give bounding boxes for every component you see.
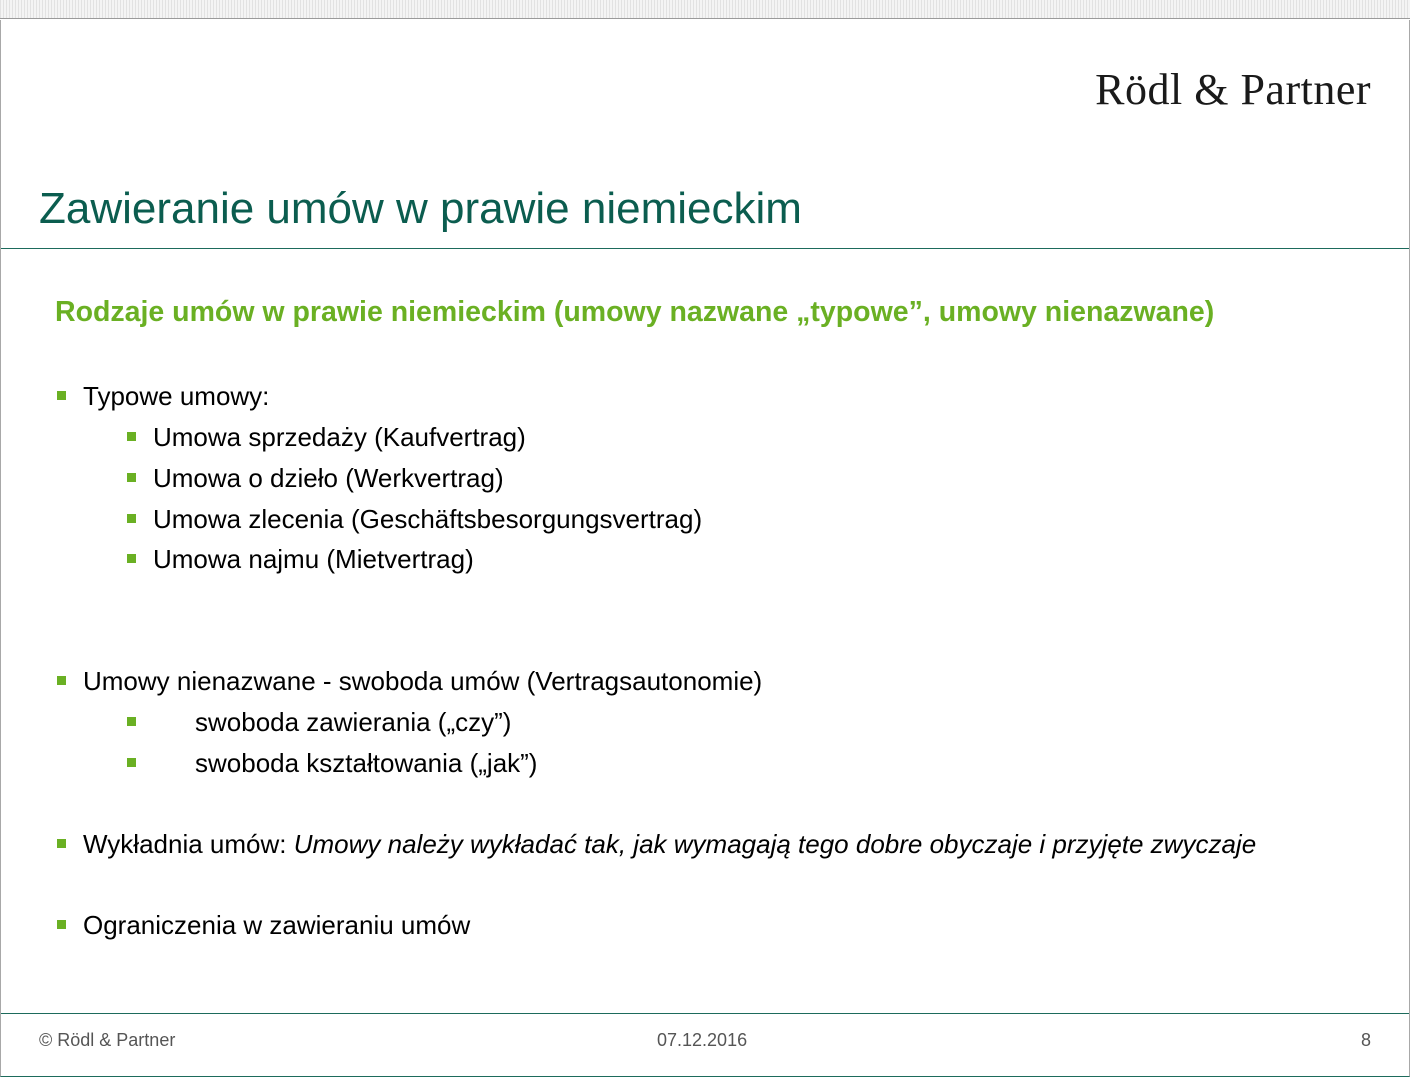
- square-bullet-icon: [127, 554, 136, 563]
- slide: [0, 20, 1410, 1077]
- bullet-umowy-nienazwane: [83, 666, 762, 696]
- bullet-label: Wykładnia umów:: [83, 829, 294, 859]
- bullet-label: Umowy nienazwane - swoboda umów (Vertragsautonomie): [83, 666, 763, 696]
- square-bullet-icon: [127, 514, 136, 523]
- sub-bullet-label: swoboda kształtowania („jak”): [195, 748, 538, 778]
- bullet-label: Ograniczenia w zawieraniu umów: [83, 910, 471, 940]
- sub-bullet: [153, 463, 504, 493]
- square-bullet-icon: [127, 717, 136, 726]
- sub-bullet: [195, 707, 511, 737]
- square-bullet-icon: [127, 432, 136, 441]
- window-top-strip: [0, 0, 1410, 19]
- sub-bullet-label: Umowa zlecenia (Geschäftsbesorgungsvertrag): [153, 504, 703, 534]
- footer-divider: [1, 1013, 1409, 1014]
- sub-bullet-label: Umowa o dzieło (Werkvertrag): [153, 463, 504, 493]
- sub-bullet-label: swoboda zawierania („czy”): [195, 707, 512, 737]
- slide-content: [1, 20, 1409, 1076]
- footer-page-number: 8: [1360, 1030, 1371, 1050]
- slide-title: Zawieranie umów w prawie niemieckim: [39, 184, 802, 233]
- sub-bullet-label: Umowa najmu (Mietvertrag): [153, 544, 474, 574]
- bullet-label: Typowe umowy:: [83, 381, 270, 411]
- square-bullet-icon: [127, 758, 136, 767]
- footer-copyright: © Rödl & Partner: [39, 1030, 176, 1050]
- bullet-italic-text: Umowy należy wykładać tak, jak wymagają tego dobre obyczaje i przyjęte zwyczaje: [293, 829, 1257, 859]
- sub-bullet: [153, 422, 526, 452]
- slide-subtitle: Rodzaje umów w prawie niemieckim (umowy nazwane „typowe”, umowy nienazwane): [55, 296, 1215, 328]
- square-bullet-icon: [57, 391, 66, 400]
- bullet-typowe-umowy: [83, 381, 269, 411]
- sub-bullet-label: Umowa sprzedaży (Kaufvertrag): [153, 422, 526, 452]
- bullet-wykladnia: [83, 829, 1256, 859]
- footer-date: 07.12.2016: [657, 1030, 748, 1050]
- square-bullet-icon: [127, 473, 136, 482]
- square-bullet-icon: [57, 920, 66, 929]
- square-bullet-icon: [57, 839, 66, 848]
- square-bullet-icon: [57, 676, 66, 685]
- sub-bullet: [153, 544, 474, 574]
- company-logo: Rödl & Partner: [1095, 65, 1371, 114]
- sub-bullet: [195, 748, 537, 778]
- sub-bullet: [153, 504, 702, 534]
- bullet-ograniczenia: [83, 910, 470, 940]
